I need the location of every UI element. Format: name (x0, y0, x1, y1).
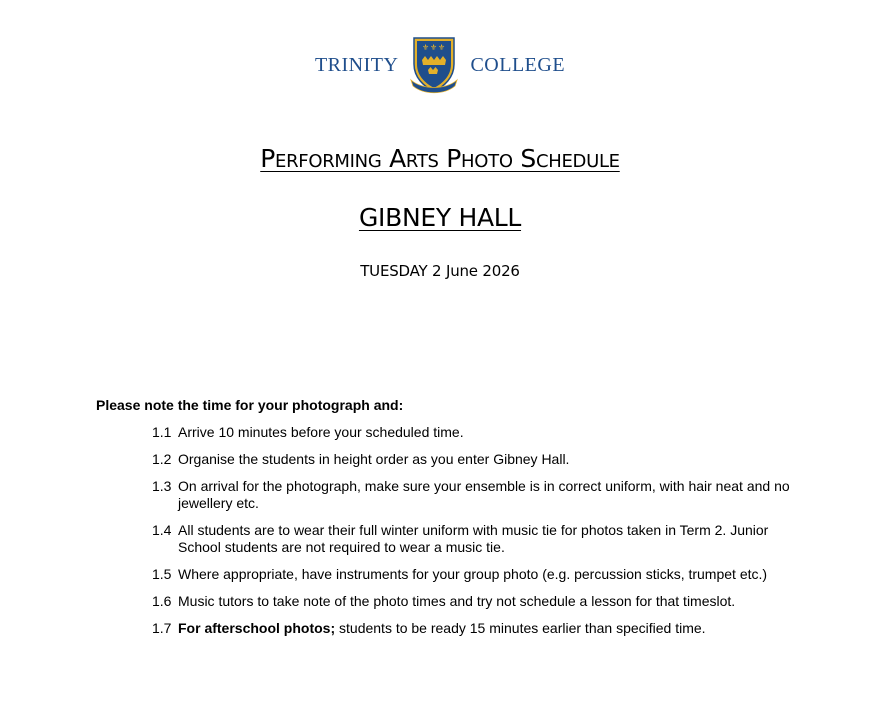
item-text: Organise the students in height order as you enter Gibney Hall. (178, 451, 570, 467)
item-text: All students are to wear their full winter uniform with music tie for photos taken in Term 2. Junior School students are not required to wear a music tie. (178, 522, 769, 555)
item-number: 1.7 (152, 620, 172, 636)
logo-text-left: TRINITY (314, 53, 399, 76)
logo-text-right: COLLEGE (470, 53, 566, 76)
list-item (152, 451, 792, 468)
item-text: Arrive 10 minutes before your scheduled time. (178, 424, 464, 440)
list-item (152, 620, 792, 637)
item-number: 1.6 (152, 593, 172, 609)
item-text: Where appropriate, have instruments for your group photo (e.g. percussion sticks, trumpet etc.) (178, 566, 768, 582)
venue-heading (0, 203, 880, 232)
instructions-intro: Please note the time for your photograph and: (96, 397, 404, 413)
list-item (152, 593, 792, 610)
list-item (152, 424, 792, 441)
item-bold-lead: For afterschool photos; (178, 620, 336, 636)
item-text: Music tutors to take note of the photo times and try not schedule a lesson for that timeslot. (178, 593, 736, 609)
instructions-list (152, 424, 792, 647)
venue-heading-text: GIBNEY HALL (358, 203, 522, 232)
item-number: 1.2 (152, 451, 172, 467)
page-title (0, 144, 880, 173)
list-item (152, 566, 792, 583)
svg-text:⚜: ⚜ (438, 43, 446, 52)
svg-text:⚜: ⚜ (430, 43, 438, 52)
list-item (152, 478, 792, 512)
item-text (178, 620, 792, 637)
page-title-text: Performing Arts Photo Schedule (260, 144, 620, 173)
item-number: 1.5 (152, 566, 172, 582)
crest-icon (408, 34, 460, 96)
item-number: 1.3 (152, 478, 172, 494)
list-item (152, 522, 792, 556)
event-date: TUESDAY 2 June 2026 (360, 262, 520, 280)
college-logo (0, 34, 880, 96)
svg-text:⚜: ⚜ (422, 43, 430, 52)
item-number: 1.1 (152, 424, 172, 440)
item-text-rest: students to be ready 15 minutes earlier than specified time. (335, 620, 706, 636)
item-number: 1.4 (152, 522, 172, 538)
item-text: On arrival for the photograph, make sure your ensemble is in correct uniform, with hair neat and no jewellery etc. (178, 478, 790, 511)
